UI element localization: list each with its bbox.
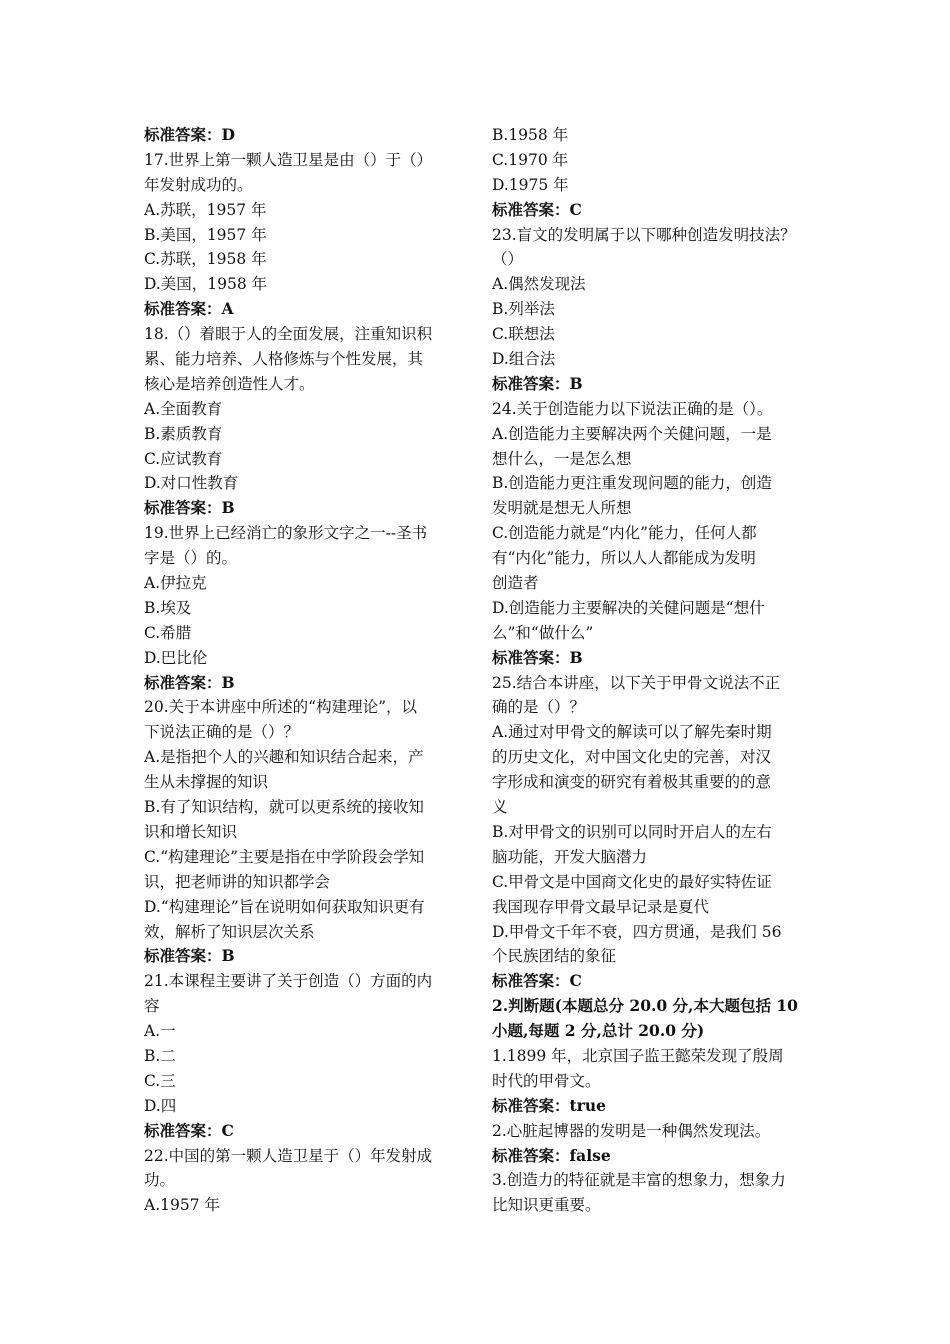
left-question-line: 下说法正确的是（）？ — [144, 723, 300, 742]
right-question-line: 2.心脏起博器的发明是一种偶然发现法。 — [492, 1121, 771, 1140]
right-option-line: B.对甲骨文的识别可以同时开启人的左右 — [492, 822, 772, 841]
left-question-line: 18.（）着眼于人的全面发展，注重知识积 — [144, 325, 433, 344]
right-question-line: 确的是（）？ — [492, 698, 586, 717]
right-option-line: D.甲骨文千年不衰，四方贯通，是我们 56 — [492, 922, 782, 941]
right-question-line: 时代的甲骨文。 — [492, 1071, 601, 1090]
right-option-line: 字形成和演变的研究有着极其重要的的意 — [492, 773, 772, 792]
left-question-line: 累、能力培养、人格修炼与个性发展，其 — [144, 350, 424, 369]
left-option-line: 识和增长知识 — [144, 822, 238, 841]
left-option-line: A.全面教育 — [144, 399, 223, 418]
right-question-line: 3.创造力的特征就是丰富的想象力，想象力 — [492, 1171, 786, 1190]
right-option-line: B.创造能力更注重发现问题的能力，创造 — [492, 474, 772, 493]
left-question-line: 字是（）的。 — [144, 549, 238, 568]
right-question-line: 25.结合本讲座，以下关于甲骨文说法不正 — [492, 673, 781, 692]
left-option-line: D.“构建理论”旨在说明如何获取知识更有 — [144, 897, 425, 916]
left-option-line: C.三 — [144, 1071, 176, 1090]
right-option-line: B.列举法 — [492, 300, 555, 319]
right-option-line: A.偶然发现法 — [492, 275, 586, 294]
left-option-line: B.美国，1957 年 — [144, 225, 267, 244]
left-answer-line: 标准答案：C — [144, 1120, 234, 1140]
left-option-line: C.应试教育 — [144, 449, 223, 468]
left-question-line: 容 — [144, 997, 160, 1016]
left-option-line: A.一 — [144, 1022, 176, 1041]
left-option-line: B.埃及 — [144, 598, 192, 617]
right-option-line: D.1975 年 — [492, 175, 569, 194]
left-option-line: 效，解析了知识层次关系 — [144, 922, 315, 941]
left-option-line: A.是指把个人的兴趣和知识结合起来，产 — [144, 748, 424, 767]
right-option-line: 创造者 — [492, 574, 539, 593]
right-option-line: 的历史文化，对中国文化史的完善，对汉 — [492, 748, 772, 767]
right-option-line: C.1970 年 — [492, 150, 569, 169]
right-question-line: 23.盲文的发明属于以下哪种创造发明技法？ — [492, 225, 796, 244]
left-question-line: 年发射成功的。 — [144, 175, 253, 194]
left-option-line: 识，把老师讲的知识都学会 — [144, 872, 331, 891]
left-option-line: C.“构建理论”主要是指在中学阶段会学知 — [144, 847, 425, 866]
right-option-line: 发明就是想无人所想 — [492, 499, 632, 518]
right-option-line: A.通过对甲骨文的解读可以了解先秦时期 — [492, 723, 772, 742]
right-option-line: C.创造能力就是“内化”能力，任何人都 — [492, 524, 757, 543]
left-option-line: C.苏联，1958 年 — [144, 250, 267, 269]
right-option-line: 么”和“做什么” — [492, 623, 594, 642]
right-option-line: 义 — [492, 798, 508, 817]
left-answer-line: 标准答案：B — [144, 498, 235, 518]
right-answer-line: 标准答案：B — [492, 373, 583, 393]
left-answer-line: 标准答案：D — [144, 125, 235, 144]
right-option-line: C.联想法 — [492, 325, 555, 344]
left-option-line: C.希腊 — [144, 623, 192, 642]
left-column — [144, 123, 466, 1218]
left-question-line: 20.关于本讲座中所述的“构建理论”，以 — [144, 698, 417, 717]
right-option-line: C.甲骨文是中国商文化史的最好实特佐证 — [492, 872, 772, 891]
left-question-line: 22.中国的第一颗人造卫星于（）年发射成 — [144, 1146, 433, 1165]
right-option-line: 想什么，一是怎么想 — [492, 449, 632, 468]
left-option-line: D.四 — [144, 1096, 177, 1115]
left-question-line: 核心是培养创造性人才。 — [144, 374, 315, 393]
right-option-line: D.创造能力主要解决的关健问题是“想什 — [492, 598, 765, 617]
left-option-line: D.巴比伦 — [144, 648, 208, 667]
right-question-line: 1.1899 年，北京国子监王懿荣发现了殷周 — [492, 1046, 784, 1065]
right-answer-line: 标准答案：false — [492, 1145, 611, 1165]
left-answer-line: 标准答案：B — [144, 946, 235, 966]
right-answer-line: 标准答案：C — [492, 199, 582, 219]
left-option-line: B.有了知识结构，就可以更系统的接收知 — [144, 798, 424, 817]
left-option-line: B.二 — [144, 1046, 176, 1065]
right-question-line: 24.关于创造能力以下说法正确的是（）。 — [492, 399, 773, 418]
left-option-line: 生从未撑握的知识 — [144, 773, 269, 792]
right-option-line: 我国现存甲骨文最早记录是夏代 — [492, 897, 710, 916]
right-option-line: 脑功能，开发大脑潜力 — [492, 847, 648, 866]
left-question-line: 功。 — [144, 1171, 176, 1190]
left-question-line: 19.世界上已经消亡的象形文字之一--圣书 — [144, 524, 428, 543]
right-answer-line: 标准答案：C — [492, 971, 582, 991]
right-option-line: 有“内化”能力，所以人人都能成为发明 — [492, 549, 756, 568]
right-option-line: B.1958 年 — [492, 126, 569, 144]
left-question-line: 17.世界上第一颗人造卫星是由（）于（） — [144, 150, 433, 169]
left-option-line: A.1957 年 — [144, 1196, 220, 1215]
left-option-line: B.素质教育 — [144, 424, 223, 443]
right-section-heading-line: 小题,每题 2 分,总计 20.0 分) — [492, 1021, 705, 1041]
right-option-line: A.创造能力主要解决两个关健问题，一是 — [492, 424, 772, 443]
right-answer-line: 标准答案：true — [492, 1095, 606, 1115]
right-column — [492, 123, 814, 1218]
right-question-line: （） — [492, 250, 524, 269]
left-option-line: A.苏联，1957 年 — [144, 200, 267, 219]
right-answer-line: 标准答案：B — [492, 647, 583, 667]
left-answer-line: 标准答案：B — [144, 672, 235, 692]
left-option-line: D.对口性教育 — [144, 474, 239, 493]
right-section-heading-line: 2.判断题(本题总分 20.0 分,本大题包括 10 — [492, 996, 798, 1016]
right-option-line: D.组合法 — [492, 350, 556, 369]
right-option-line: 个民族团结的象征 — [492, 947, 617, 966]
left-question-line: 21.本课程主要讲了关于创造（）方面的内 — [144, 972, 433, 991]
right-question-line: 比知识更重要。 — [492, 1196, 601, 1215]
left-option-line: D.美国，1958 年 — [144, 275, 268, 294]
left-answer-line: 标准答案：A — [144, 299, 234, 319]
left-option-line: A.伊拉克 — [144, 574, 207, 593]
